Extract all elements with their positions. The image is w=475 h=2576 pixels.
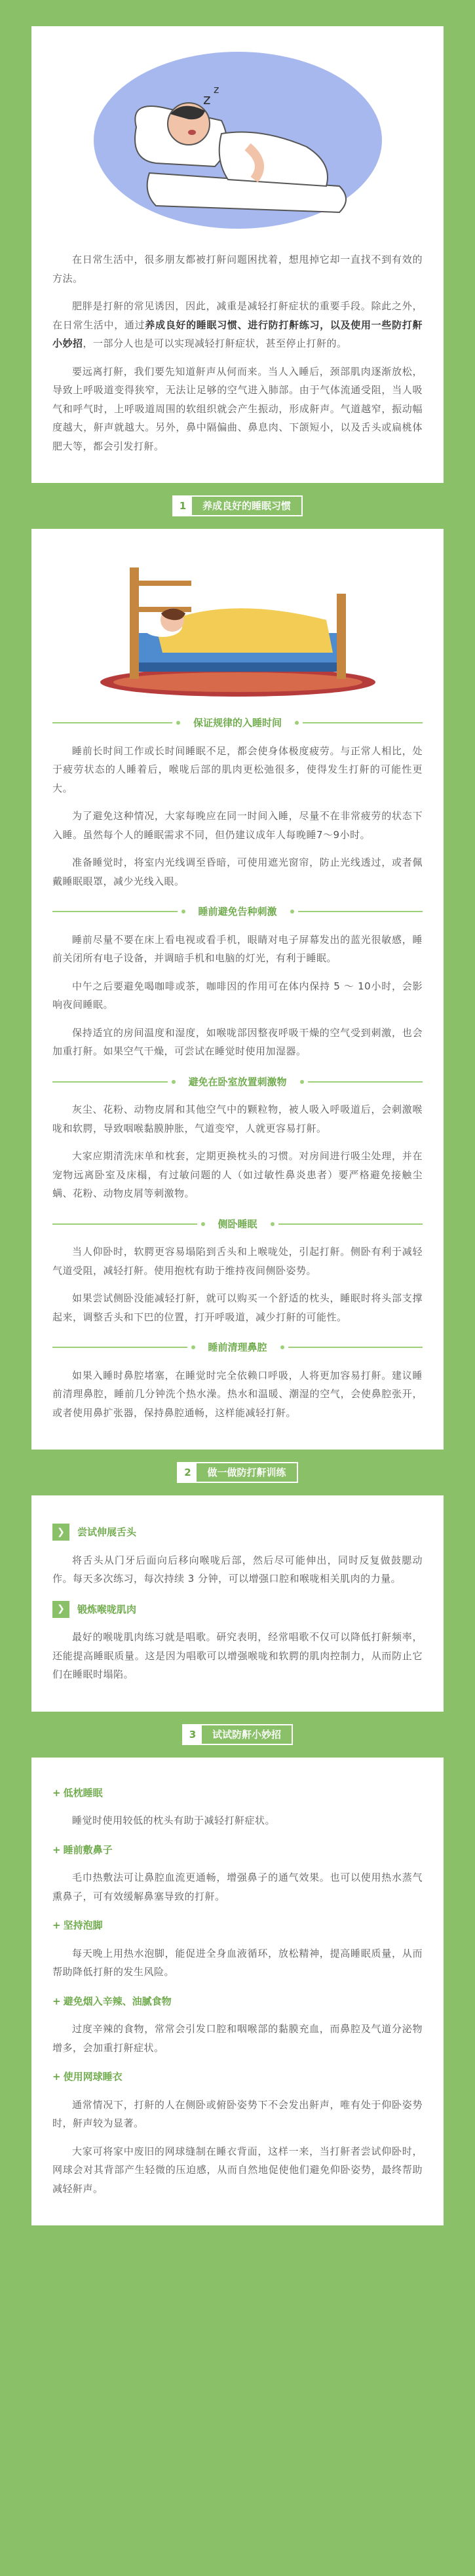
plus-icon: + (52, 1919, 61, 1931)
closing-paragraph: 大家可将家中废旧的网球缝制在睡衣背面，这样一来，当打鼾者尝试仰卧时，网球会对其背部产生轻微的压迫感，从而自然地促使他们避免仰卧姿势，最终帮助减轻鼾声。 (52, 2145, 423, 2195)
paragraph: 中午之后要避免喝咖啡或茶，咖啡因的作用可在体内保持 5 ～ 10小时，会影响夜间睡眠。 (52, 980, 423, 1010)
section-title: 养成良好的睡眠习惯 (202, 500, 291, 512)
plus-icon: + (52, 1786, 61, 1799)
intro-paragraph-3: 要远离打鼾，我们要先知道鼾声从何而来。当人入睡后，颈部肌肉逐渐放松，导致上呼吸道变得狭窄，无法让足够的空气进入肺部。由于气体流通受阻，当人吸气和呼气时，上呼吸道周围的软组织就会产生振动，形成鼾声。气道越窄，振动幅度越大，鼾声就越大。另外，鼻中隔偏曲、鼻息肉、下颌短小，以及舌头或扁桃体肥大等，都会引发打鼾。 (52, 365, 423, 452)
section-2-banner (31, 1450, 444, 1495)
tip-heading: ❯ 尝试伸展舌头 (52, 1523, 423, 1542)
section-number: 1 (174, 497, 192, 515)
subsection-title: 侧卧睡眠 (52, 1215, 423, 1234)
plus-icon: + (52, 1843, 61, 1856)
paragraph: 通常情况下，打鼾的人在侧卧或俯卧姿势下不会发出鼾声，唯有处于仰卧姿势时，鼾声较为显著。 (52, 2098, 423, 2129)
paragraph: 当人仰卧时，软腭更容易塌陷到舌头和上喉咙处，引起打鼾。侧卧有利于减轻气道受阻，减轻打鼾。使用抱枕有助于维持夜间侧卧姿势。 (52, 1246, 423, 1277)
subsection-title: 睡前清理鼻腔 (52, 1338, 423, 1357)
paragraph: 为了避免这种情况，大家每晚应在同一时间入睡，尽量不在非常疲劳的状态下入睡。虽然每个人的睡眠需求不同，但仍建议成年人每晚睡7～9小时。 (52, 810, 423, 841)
snoring-man-illustration (52, 42, 423, 239)
tip-heading: ❯ 锻炼喉咙肌肉 (52, 1600, 423, 1619)
section-2-card (31, 1495, 444, 1712)
intro-card (31, 26, 444, 483)
section-1-banner (31, 483, 444, 529)
intro-paragraph-2: 肥胖是打鼾的常见诱因，因此，减重是减轻打鼾症状的重要手段。除此之外，在日常生活中，通过养成良好的睡眠习惯、进行防打鼾练习，以及使用一些防打鼾小妙招，一部分人也是可以实现减轻打鼾症状，甚至停止打鼾的。 (52, 300, 423, 349)
paragraph: 将舌头从门牙后面向后移向喉咙后部，然后尽可能伸出，同时反复做鼓腮动作。每天多次练习，每次持续 3 分钟，可以增强口腔和喉咙相关肌肉的力量。 (52, 1554, 423, 1585)
tip-heading: + 坚持泡脚 (52, 1919, 103, 1931)
paragraph: 睡觉时使用较低的枕头有助于减轻打鼾症状。 (72, 1815, 276, 1826)
paragraph: 保持适宜的房间温度和湿度，如喉咙部因整夜呼吸干燥的空气受到刺激，也会加重打鼾。如果空气干燥，可尝试在睡觉时使用加湿器。 (52, 1026, 423, 1057)
paragraph: 灰尘、花粉、动物皮屑和其他空气中的颗粒物，被人吸入呼吸道后，会刺激喉咙和软腭，导致咽喉黏膜肿胀，气道变窄，人就更容易打鼾。 (52, 1104, 423, 1134)
paragraph: 如果尝试侧卧没能减轻打鼾，就可以购买一个舒适的枕头，睡眠时将头部支撑起来，调整舌头和下巴的位置，打开呼吸道，减少打鼾的可能性。 (52, 1292, 423, 1323)
chevron-right-icon: ❯ (52, 1601, 69, 1618)
paragraph: 睡前尽量不要在床上看电视或看手机，眼睛对电子屏幕发出的蓝光很敏感，睡前关闭所有电子设备，并调暗手机和电脑的灯光，有利于睡眠。 (52, 933, 423, 964)
svg-text:z: z (202, 92, 211, 108)
section-3-card (31, 1758, 444, 2226)
intro-paragraph-1: 在日常生活中，很多朋友都被打鼾问题困扰着，想甩掉它却一直找不到有效的方法。 (52, 254, 423, 284)
section-3-banner (31, 1712, 444, 1758)
paragraph: 过度辛辣的食物，常常会引发口腔和咽喉部的黏膜充血，而鼻腔及气道分泌物增多，会加重打鼾症状。 (52, 2023, 423, 2054)
chevron-right-icon: ❯ (52, 1524, 69, 1541)
subsection-title: 避免在卧室放置刺激物 (52, 1073, 423, 1092)
section-1-card (31, 529, 444, 1450)
paragraph: 睡前长时间工作或长时间睡眠不足，都会使身体极度疲劳。与正常人相比，处于疲劳状态的人睡着后，喉咙后部的肌肉更松弛很多，使得发生打鼾的可能性更大。 (52, 744, 423, 794)
intro-highlight: 养成良好的睡眠习惯、进行防打鼾练习，以及使用一些防打鼾小妙招 (52, 318, 423, 349)
paragraph: 最好的喉咙肌肉练习就是唱歌。研究表明，经常唱歌不仅可以降低打鼾频率，还能提高睡眠质量。这是因为唱歌可以增强喉咙和软腭的肌肉控制力，从而防止它们在睡眠时塌陷。 (52, 1631, 423, 1680)
paragraph: 大家应期清洗床单和枕套，定期更换枕头的习惯。对房间进行吸尘处理，并在宠物远离卧室及床榻，有过敏问题的人（如过敏性鼻炎患者）要严格避免接触尘螨、花粉、动物皮屑等刺激物。 (52, 1150, 423, 1199)
svg-text:z: z (213, 83, 219, 96)
girl-sleeping-illustration (52, 545, 423, 702)
tip-heading: + 睡前敷鼻子 (52, 1843, 113, 1856)
plus-icon: + (52, 1995, 61, 2007)
plus-icon: + (52, 2071, 61, 2083)
section-number: 2 (178, 1463, 197, 1482)
subsection-title: 睡前避免告种刺激 (52, 902, 423, 921)
paragraph: 毛巾热敷法可让鼻腔血流更通畅，增强鼻子的通气效果。也可以使用热水蒸气熏鼻子，可有效缓解鼻塞导致的打鼾。 (52, 1872, 423, 1902)
subsection-title: 保证规律的入睡时间 (52, 714, 423, 733)
tip-heading: + 使用网球睡衣 (52, 2071, 123, 2083)
paragraph: 准备睡觉时，将室内光线调至昏暗，可使用遮光窗帘，防止光线透过，或者佩戴睡眠眼罩，减少光线入眼。 (52, 856, 423, 887)
paragraph: 每天晚上用热水泡脚，能促进全身血液循环，放松精神，提高睡眠质量，从而帮助降低打鼾的发生风险。 (52, 1947, 423, 1978)
section-title: 做一做防打鼾训练 (207, 1467, 286, 1478)
tip-heading: + 低枕睡眠 (52, 1786, 103, 1799)
paragraph: 如果入睡时鼻腔堵塞，在睡觉时完全依赖口呼吸，人将更加容易打鼾。建议睡前清理鼻腔，睡前几分钟洗个热水澡。热水和温暖、潮湿的空气，会使鼻腔张开，或者使用鼻扩张器，保持鼻腔通畅，这样能减轻打鼾。 (52, 1369, 423, 1419)
section-number: 3 (183, 1725, 202, 1744)
section-title: 试试防鼾小妙招 (212, 1728, 281, 1740)
tip-heading: + 避免烟入辛辣、油腻食物 (52, 1995, 172, 2007)
